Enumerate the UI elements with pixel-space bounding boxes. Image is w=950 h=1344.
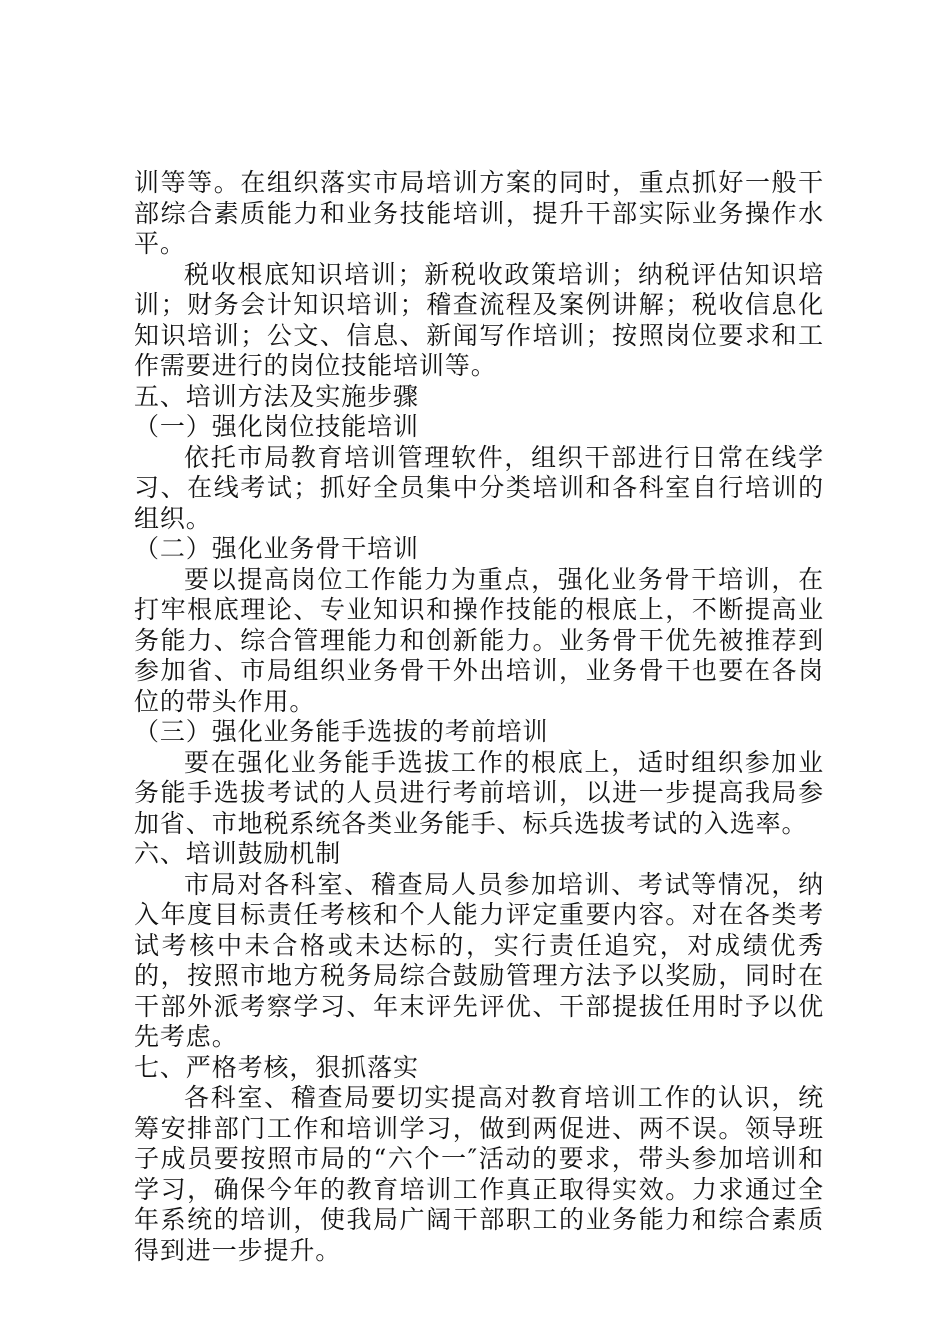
section-heading-assessment: 七、严格考核，狠抓落实: [134, 1052, 419, 1082]
document-page: [134, 168, 824, 1266]
subheading-exam-prep: （三）强化业务能手选拔的考前培训: [134, 717, 549, 746]
subheading-post-skills: （一）强化岗位技能培训: [134, 412, 419, 441]
subheading-backbone-training: （二）强化业务骨干培训: [134, 534, 419, 563]
paragraph-backbone-training: 要以提高岗位工作能力为重点，强化业务骨干培训，在打牢根底理论、专业知识和操作技能的根底上，不断提高业务能力、综合管理能力和创新能力。业务骨干优先被推荐到参加省、市局组织业务骨干外出培训，业务骨干也要在各岗位的带头作用。: [134, 564, 824, 716]
section-heading-methods: 五、培训方法及实施步骤: [134, 381, 419, 411]
section-heading-incentives: 六、培训鼓励机制: [134, 839, 342, 868]
paragraph-assessment: 各科室、稽查局要切实提高对教育培训工作的认识，统筹安排部门工作和培训学习，做到两促进、两不误。领导班子成员要按照市局的“六个一″活动的要求，带头参加培训和学习，确保今年的教育培训工作真正取得实效。力求通过全年系统的培训，使我局广阔干部职工的业务能力和综合素质得到进一步提升。: [134, 1083, 824, 1265]
paragraph-incentives: 市局对各科室、稽查局人员参加培训、考试等情况，纳入年度目标责任考核和个人能力评定重要内容。对在各类考试考核中未合格或未达标的，实行责任追究，对成绩优秀的，按照市地方税务局综合鼓励管理方法予以奖励，同时在干部外派考察学习、年末评先评优、干部提拔任用时予以优先考虑。: [134, 869, 824, 1051]
paragraph-training-topics: 税收根底知识培训；新税收政策培训；纳税评估知识培训；财务会计知识培训；稽查流程及案例讲解；税收信息化知识培训；公文、信息、新闻写作培训；按照岗位要求和工作需要进行的岗位技能培训等。: [134, 259, 824, 380]
paragraph-training-content-intro: 训等等。在组织落实市局培训方案的同时，重点抓好一般干部综合素质能力和业务技能培训，提升干部实际业务操作水平。: [134, 168, 824, 258]
paragraph-exam-prep: 要在强化业务能手选拔工作的根底上，适时组织参加业务能手选拔考试的人员进行考前培训，以进一步提高我局参加省、市地税系统各类业务能手、标兵选拔考试的入选率。: [134, 747, 824, 838]
paragraph-post-skills: 依托市局教育培训管理软件，组织干部进行日常在线学习、在线考试；抓好全员集中分类培训和各科室自行培训的组织。: [134, 442, 824, 533]
